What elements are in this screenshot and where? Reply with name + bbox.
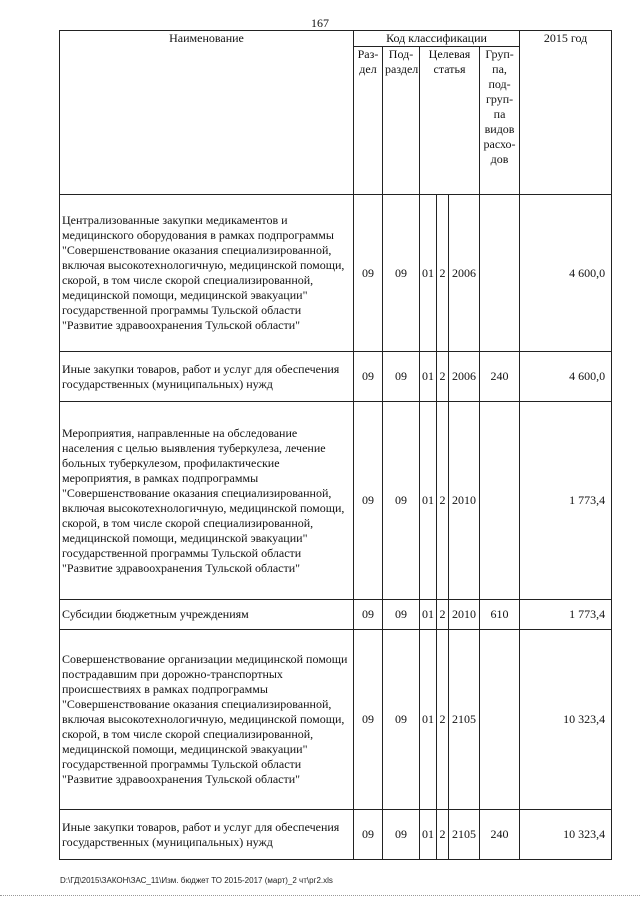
row-article-subprogram: 2	[437, 352, 449, 402]
row-article-direction: 2006	[449, 195, 480, 352]
row-name: Централизованные закупки медикаментов и медицинского оборудования в рамках подпрограммы "Совершенствование оказания специализированной, включая высокотехнологичную, медицинской помощи, скорой, в том числе скорой специализированной, медицинской помощи, медицинской эвакуации" государственной программы Тульской области "Развитие здравоохранения Тульской области"	[60, 195, 354, 352]
row-article-direction: 2105	[449, 630, 480, 810]
row-article-program: 01	[420, 810, 437, 860]
row-article-direction: 2010	[449, 402, 480, 600]
row-expense-group	[480, 195, 520, 352]
row-expense-group	[480, 402, 520, 600]
row-subsection: 09	[383, 195, 420, 352]
row-amount: 4 600,0	[520, 195, 612, 352]
header-row-top	[60, 31, 612, 47]
row-amount: 1 773,4	[520, 402, 612, 600]
row-section: 09	[354, 195, 383, 352]
row-article-subprogram: 2	[437, 630, 449, 810]
table-row	[60, 195, 612, 352]
table-row	[60, 402, 612, 600]
table-row	[60, 630, 612, 810]
row-article-subprogram: 2	[437, 810, 449, 860]
row-article-program: 01	[420, 402, 437, 600]
row-amount: 1 773,4	[520, 600, 612, 630]
row-subsection: 09	[383, 402, 420, 600]
row-section: 09	[354, 630, 383, 810]
page-number: 167	[311, 16, 329, 30]
row-article-subprogram: 2	[437, 195, 449, 352]
row-name: Иные закупки товаров, работ и услуг для обеспечения государственных (муниципальных) нужд	[60, 352, 354, 402]
row-expense-group: 610	[480, 600, 520, 630]
budget-table	[59, 30, 612, 860]
table-row	[60, 600, 612, 630]
header-classification: Код классификации	[354, 31, 520, 47]
row-subsection: 09	[383, 352, 420, 402]
header-target-article: Целевая статья	[420, 47, 480, 195]
row-amount: 10 323,4	[520, 810, 612, 860]
row-section: 09	[354, 352, 383, 402]
row-subsection: 09	[383, 810, 420, 860]
row-subsection: 09	[383, 600, 420, 630]
row-article-subprogram: 2	[437, 600, 449, 630]
file-path-footer: D:\ГД\2015\ЗАКОН\ЗАС_11\Изм. бюджет ТО 2015-2017 (март)_2 чт\рг2.xls	[60, 876, 333, 885]
row-article-subprogram: 2	[437, 402, 449, 600]
row-amount: 10 323,4	[520, 630, 612, 810]
row-section: 09	[354, 402, 383, 600]
header-name: Наименование	[60, 31, 354, 195]
row-name: Иные закупки товаров, работ и услуг для обеспечения государственных (муниципальных) нужд	[60, 810, 354, 860]
row-expense-group: 240	[480, 352, 520, 402]
row-section: 09	[354, 810, 383, 860]
row-subsection: 09	[383, 630, 420, 810]
row-name: Мероприятия, направленные на обследование населения с целью выявления туберкулеза, лечение больных туберкулезом, профилактические мероприятия, в рамках подпрограммы "Совершенствование оказания специализированной, включая высокотехнологичную, медицинской помощи, скорой, в том числе скорой специализированной, медицинской помощи, медицинской эвакуации" государственной программы Тульской области "Развитие здравоохранения Тульской области"	[60, 402, 354, 600]
header-year: 2015 год	[520, 31, 612, 195]
row-name: Совершенствование организации медицинской помощи пострадавшим при дорожно-транспортных происшествиях в рамках подпрограммы "Совершенствование оказания специализированной, включая высокотехнологичную, медицинской помощи, скорой, в том числе скорой специализированной, медицинской помощи, медицинской эвакуации" государственной программы Тульской области "Развитие здравоохранения Тульской области"	[60, 630, 354, 810]
table-row	[60, 352, 612, 402]
row-article-program: 01	[420, 195, 437, 352]
row-article-program: 01	[420, 630, 437, 810]
table-row	[60, 810, 612, 860]
header-section: Раз- дел	[354, 47, 383, 195]
row-name: Субсидии бюджетным учреждениям	[60, 600, 354, 630]
row-article-direction: 2010	[449, 600, 480, 630]
row-article-program: 01	[420, 600, 437, 630]
row-expense-group	[480, 630, 520, 810]
row-article-direction: 2105	[449, 810, 480, 860]
row-expense-group: 240	[480, 810, 520, 860]
header-subsection: Под- раздел	[383, 47, 420, 195]
header-expense-group: Груп- па, под- груп- па видов расхо- дов	[480, 47, 520, 195]
row-article-program: 01	[420, 352, 437, 402]
row-section: 09	[354, 600, 383, 630]
row-article-direction: 2006	[449, 352, 480, 402]
page-bottom-divider	[0, 895, 640, 897]
row-amount: 4 600,0	[520, 352, 612, 402]
